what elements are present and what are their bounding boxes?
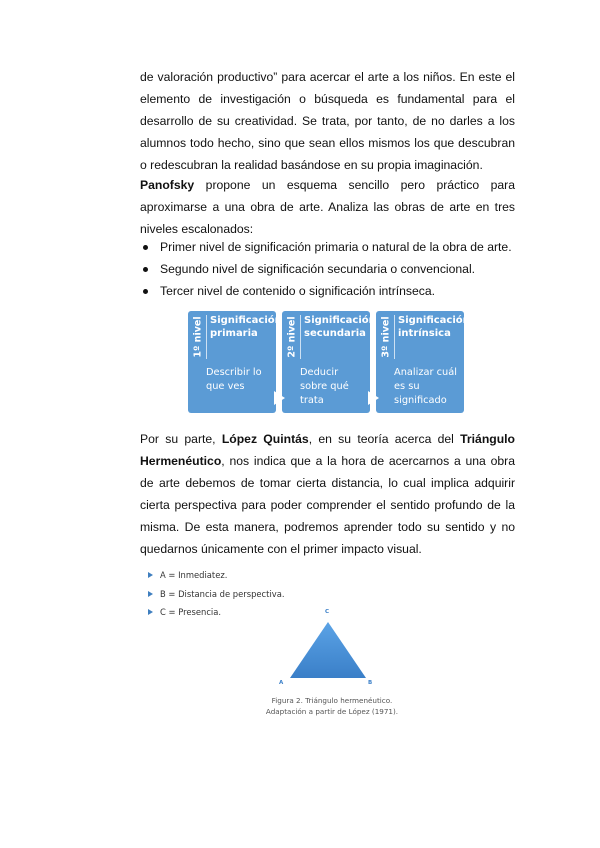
diagram-box-level-1 bbox=[188, 311, 282, 413]
box-title: Significación primaria bbox=[210, 315, 282, 339]
list-item: C = Presencia. bbox=[146, 603, 285, 622]
paragraph-creativity: de valoración productivo” para acercar el arte a los niños. En este el elemento de investigación o búsqueda es fundamental para el desarrollo de su creatividad. Se trata, por tanto, de no darles a los alumnos todo hecho, sino que sean ellos mismos los que descubran o redescubran la realidad basándose en su propia imaginación. bbox=[140, 70, 515, 172]
panofsky-diagram bbox=[188, 311, 468, 414]
list-item-text: Segundo nivel de significación secundaria o convencional. bbox=[160, 262, 476, 276]
list-item-text: Tercer nivel de contenido o significación intrínseca. bbox=[160, 284, 436, 298]
level-label: 1º nivel bbox=[192, 316, 204, 358]
vertex-c-label: C bbox=[325, 609, 330, 615]
level-label: 3º nivel bbox=[380, 316, 392, 358]
arrow-right-icon bbox=[368, 391, 379, 405]
box-body: Describir lo que ves bbox=[206, 367, 262, 392]
panofsky-name: Panofsky bbox=[140, 178, 195, 192]
arrow-right-icon bbox=[274, 391, 285, 405]
levels-list bbox=[140, 236, 520, 302]
triangle-shape bbox=[290, 622, 366, 678]
triangle-bullet-icon bbox=[148, 591, 153, 597]
bullet-icon bbox=[143, 289, 148, 294]
paragraph-lopez-quintas: Por su parte, López Quintás, en su teoría acerca del Triángulo Hermenéutico, nos indica que a la hora de acercarnos a una obra de arte debemos de tomar cierta distancia, lo cual implica adquirir cierta perspectiva para poder comprender el sentido profundo de la misma. De esta manera, podremos aprender todo su sentido y no quedarnos únicamente con el primer impacto visual. bbox=[140, 432, 515, 556]
triangle-bullet-icon bbox=[148, 609, 153, 615]
bullet-icon bbox=[143, 245, 148, 250]
paragraph-panofsky bbox=[140, 174, 515, 240]
box-title: Significación secundaria bbox=[304, 315, 376, 339]
figure-caption: Figura 2. Triángulo hermenéutico. Adaptación a partir de López (1971). bbox=[265, 696, 399, 716]
triangle-bullet-icon bbox=[148, 572, 153, 578]
vertex-b-label: B bbox=[368, 680, 373, 686]
list-item bbox=[140, 258, 520, 280]
vertex-a-label: A bbox=[279, 680, 284, 686]
list-item-text: Primer nivel de significación primaria o natural de la obra de arte. bbox=[160, 240, 512, 254]
list-item bbox=[140, 280, 520, 302]
diagram-box-level-3 bbox=[376, 311, 470, 413]
list-item: A = Inmediatez. bbox=[146, 566, 285, 585]
box-body: Deducir sobre qué trata bbox=[300, 367, 349, 406]
panofsky-text: propone un esquema sencillo pero práctico para aproximarse a una obra de arte. Analiza las obras de arte en tres niveles escalonados: bbox=[140, 178, 515, 236]
list-item: B = Distancia de perspectiva. bbox=[146, 585, 285, 604]
bullet-icon bbox=[143, 267, 148, 272]
lopez-quintas-name: López Quintás bbox=[221, 432, 309, 446]
level-label: 2º nivel bbox=[286, 316, 298, 358]
diagram-box-level-2 bbox=[282, 311, 376, 413]
triangulo-hermeneutico-term: Triángulo Hermenéutico bbox=[140, 432, 515, 468]
list-item bbox=[140, 236, 520, 258]
hermeneutic-triangle bbox=[276, 604, 382, 686]
triangle-legend-list bbox=[146, 566, 285, 622]
box-title: Significación intrínsica bbox=[398, 315, 470, 339]
box-body: Analizar cuál es su significado bbox=[394, 367, 457, 406]
